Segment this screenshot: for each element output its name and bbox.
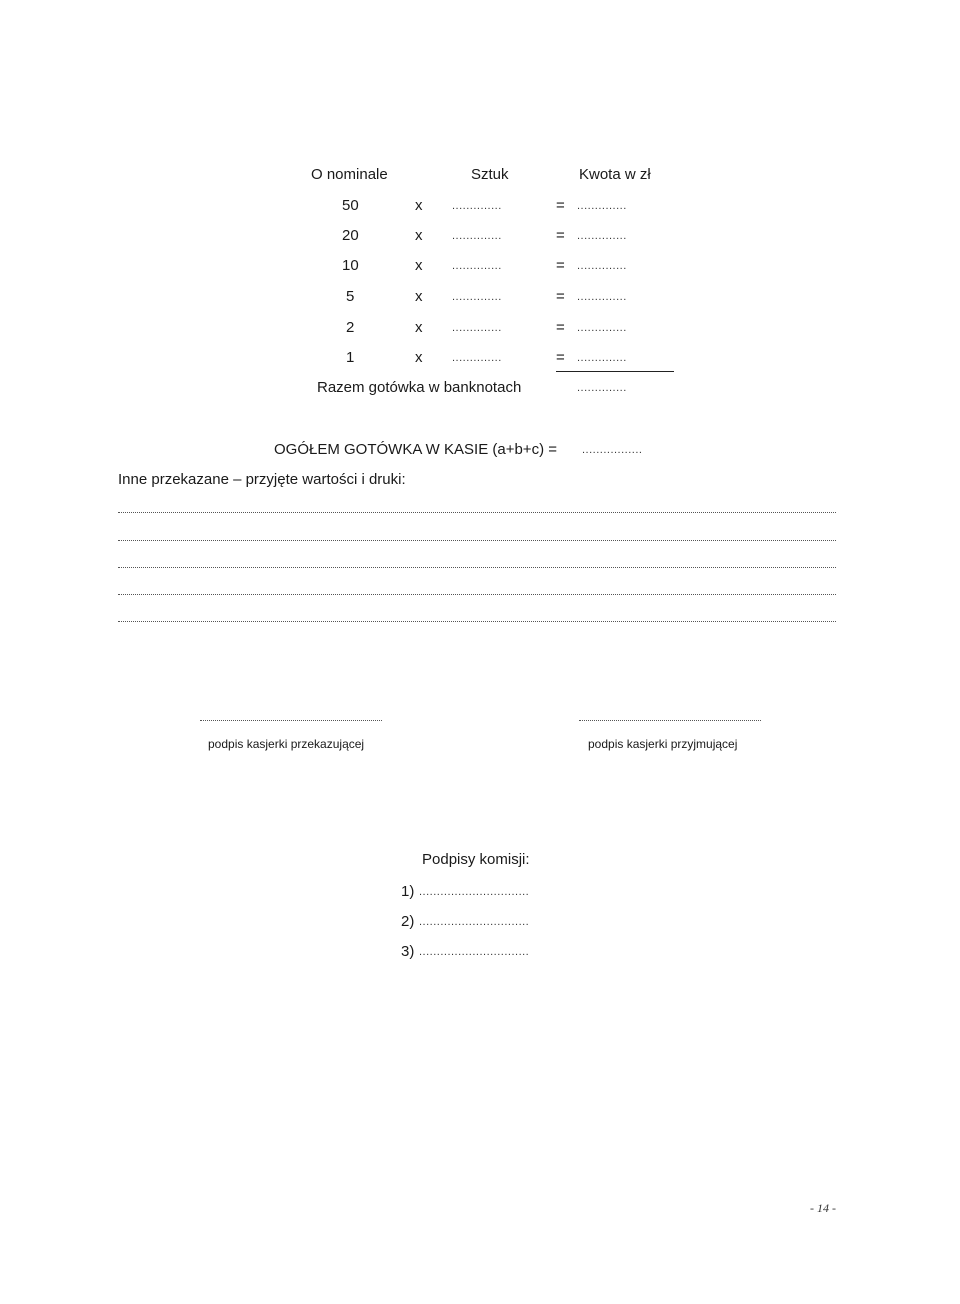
times-sign: x: [415, 349, 423, 366]
times-sign: x: [415, 257, 423, 274]
count-field[interactable]: ..............: [452, 260, 502, 272]
times-sign: x: [415, 288, 423, 305]
total-field[interactable]: ..............: [577, 382, 627, 394]
grand-total-field[interactable]: .................: [582, 444, 643, 456]
header-count: Sztuk: [471, 166, 509, 183]
commission-signature-field[interactable]: ...............................: [419, 946, 530, 958]
amount-field[interactable]: ..............: [577, 230, 627, 242]
other-items-line-1[interactable]: [118, 512, 836, 513]
times-sign: x: [415, 197, 423, 214]
times-sign: x: [415, 319, 423, 336]
denomination-20: 20: [342, 227, 359, 244]
denomination-2: 2: [346, 319, 355, 336]
other-items-line-5[interactable]: [118, 621, 836, 622]
commission-title: Podpisy komisji:: [422, 851, 530, 868]
denomination-50: 50: [342, 197, 359, 214]
total-label: Razem gotówka w banknotach: [317, 379, 522, 396]
denomination-5: 5: [346, 288, 355, 305]
commission-signature-field[interactable]: ...............................: [419, 886, 530, 898]
signature-label-handing-over: podpis kasjerki przekazującej: [208, 737, 365, 751]
count-field[interactable]: ..............: [452, 352, 502, 364]
equals-sign: =: [556, 227, 565, 244]
equals-sign: =: [556, 197, 565, 214]
amount-field[interactable]: ..............: [577, 291, 627, 303]
amount-field[interactable]: ..............: [577, 322, 627, 334]
grand-total-label: OGÓŁEM GOTÓWKA W KASIE (a+b+c) =: [274, 441, 557, 458]
signature-line-receiving[interactable]: [579, 720, 761, 721]
commission-signature-field[interactable]: ...............................: [419, 916, 530, 928]
amount-field[interactable]: ..............: [577, 260, 627, 272]
denomination-1: 1: [346, 349, 355, 366]
denomination-10: 10: [342, 257, 359, 274]
sum-rule: [556, 371, 674, 372]
equals-sign: =: [556, 257, 565, 274]
count-field[interactable]: ..............: [452, 230, 502, 242]
times-sign: x: [415, 227, 423, 244]
count-field[interactable]: ..............: [452, 322, 502, 334]
commission-line-number: 1): [401, 883, 415, 900]
header-nominal: O nominale: [311, 166, 388, 183]
other-items-label: Inne przekazane – przyjęte wartości i druki:: [118, 471, 406, 488]
commission-line-number: 2): [401, 913, 415, 930]
header-amount: Kwota w zł: [579, 166, 651, 183]
count-field[interactable]: ..............: [452, 291, 502, 303]
count-field[interactable]: ..............: [452, 200, 502, 212]
amount-field[interactable]: ..............: [577, 200, 627, 212]
signature-label-receiving: podpis kasjerki przyjmującej: [588, 737, 738, 751]
other-items-line-4[interactable]: [118, 594, 836, 595]
page-number: - 14 -: [810, 1201, 836, 1215]
equals-sign: =: [556, 349, 565, 366]
amount-field[interactable]: ..............: [577, 352, 627, 364]
commission-line-number: 3): [401, 943, 415, 960]
equals-sign: =: [556, 319, 565, 336]
equals-sign: =: [556, 288, 565, 305]
other-items-line-2[interactable]: [118, 540, 836, 541]
other-items-line-3[interactable]: [118, 567, 836, 568]
signature-line-handing-over[interactable]: [200, 720, 382, 721]
